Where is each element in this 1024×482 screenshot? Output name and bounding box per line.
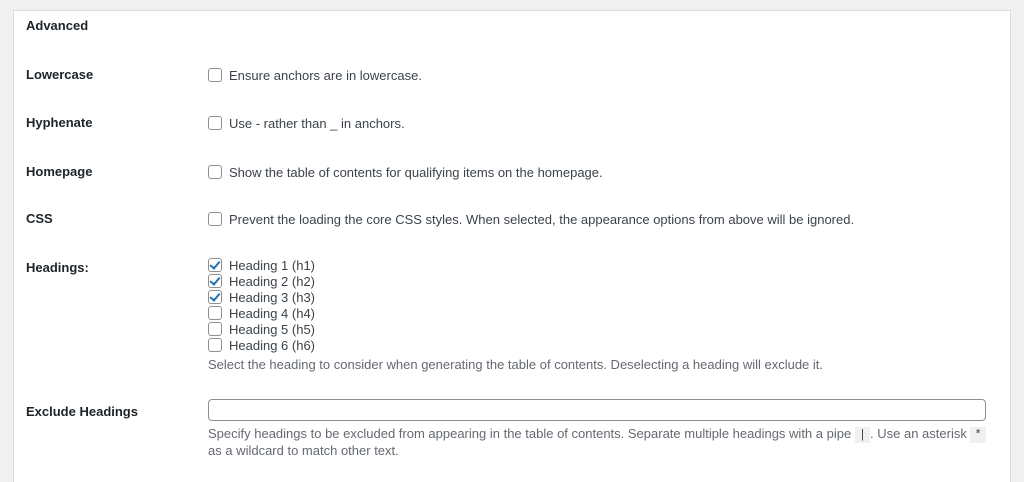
lowercase-label: Lowercase xyxy=(26,67,94,82)
heading-4-label[interactable]: Heading 4 (h4) xyxy=(229,305,315,321)
lowercase-checkbox[interactable] xyxy=(208,68,222,82)
exclude-headings-field xyxy=(208,399,993,459)
exclude-desc-part-1: Specify headings to be excluded from appearing in the table of contents. Separate multiple headings with a pipe xyxy=(208,426,852,441)
css-checkbox[interactable] xyxy=(208,212,222,226)
css-field xyxy=(208,211,854,227)
heading-3-checkbox[interactable] xyxy=(208,290,222,304)
pipe-code: | xyxy=(855,427,870,443)
hyphenate-label: Hyphenate xyxy=(26,115,93,130)
heading-5-label[interactable]: Heading 5 (h5) xyxy=(229,321,315,337)
heading-1-label[interactable]: Heading 1 (h1) xyxy=(229,257,315,273)
headings-field xyxy=(208,257,823,373)
heading-4-checkbox[interactable] xyxy=(208,306,222,320)
homepage-field xyxy=(208,164,603,180)
exclude-desc-part-2: . Use an asterisk xyxy=(870,426,967,441)
hyphenate-checkbox-label[interactable]: Use - rather than _ in anchors. xyxy=(229,115,405,131)
asterisk-code: * xyxy=(970,427,985,443)
exclude-headings-input[interactable] xyxy=(208,399,986,421)
homepage-checkbox-label[interactable]: Show the table of contents for qualifying items on the homepage. xyxy=(229,164,603,180)
exclude-desc-part-3: as a wildcard to match other text. xyxy=(208,443,399,458)
heading-3-label[interactable]: Heading 3 (h3) xyxy=(229,289,315,305)
lowercase-field xyxy=(208,67,422,83)
section-title: Advanced xyxy=(26,18,89,33)
headings-label: Headings: xyxy=(26,260,89,275)
lowercase-checkbox-label[interactable]: Ensure anchors are in lowercase. xyxy=(229,67,422,83)
heading-1-checkbox[interactable] xyxy=(208,258,222,272)
hyphenate-checkbox[interactable] xyxy=(208,116,222,130)
heading-2-checkbox[interactable] xyxy=(208,274,222,288)
css-checkbox-label[interactable]: Prevent the loading the core CSS styles. When selected, the appearance options from above will be ignored. xyxy=(229,211,855,227)
headings-description: Select the heading to consider when generating the table of contents. Deselecting a heading will exclude it. xyxy=(208,357,824,372)
hyphenate-field xyxy=(208,115,405,131)
homepage-label: Homepage xyxy=(26,164,93,179)
heading-6-checkbox[interactable] xyxy=(208,338,222,352)
heading-5-checkbox[interactable] xyxy=(208,322,222,336)
heading-6-label[interactable]: Heading 6 (h6) xyxy=(229,337,315,353)
exclude-headings-description xyxy=(208,426,993,459)
exclude-headings-label: Exclude Headings xyxy=(26,404,138,419)
heading-2-label[interactable]: Heading 2 (h2) xyxy=(229,273,315,289)
homepage-checkbox[interactable] xyxy=(208,165,222,179)
css-label: CSS xyxy=(26,211,53,226)
advanced-settings-panel xyxy=(13,10,1011,482)
